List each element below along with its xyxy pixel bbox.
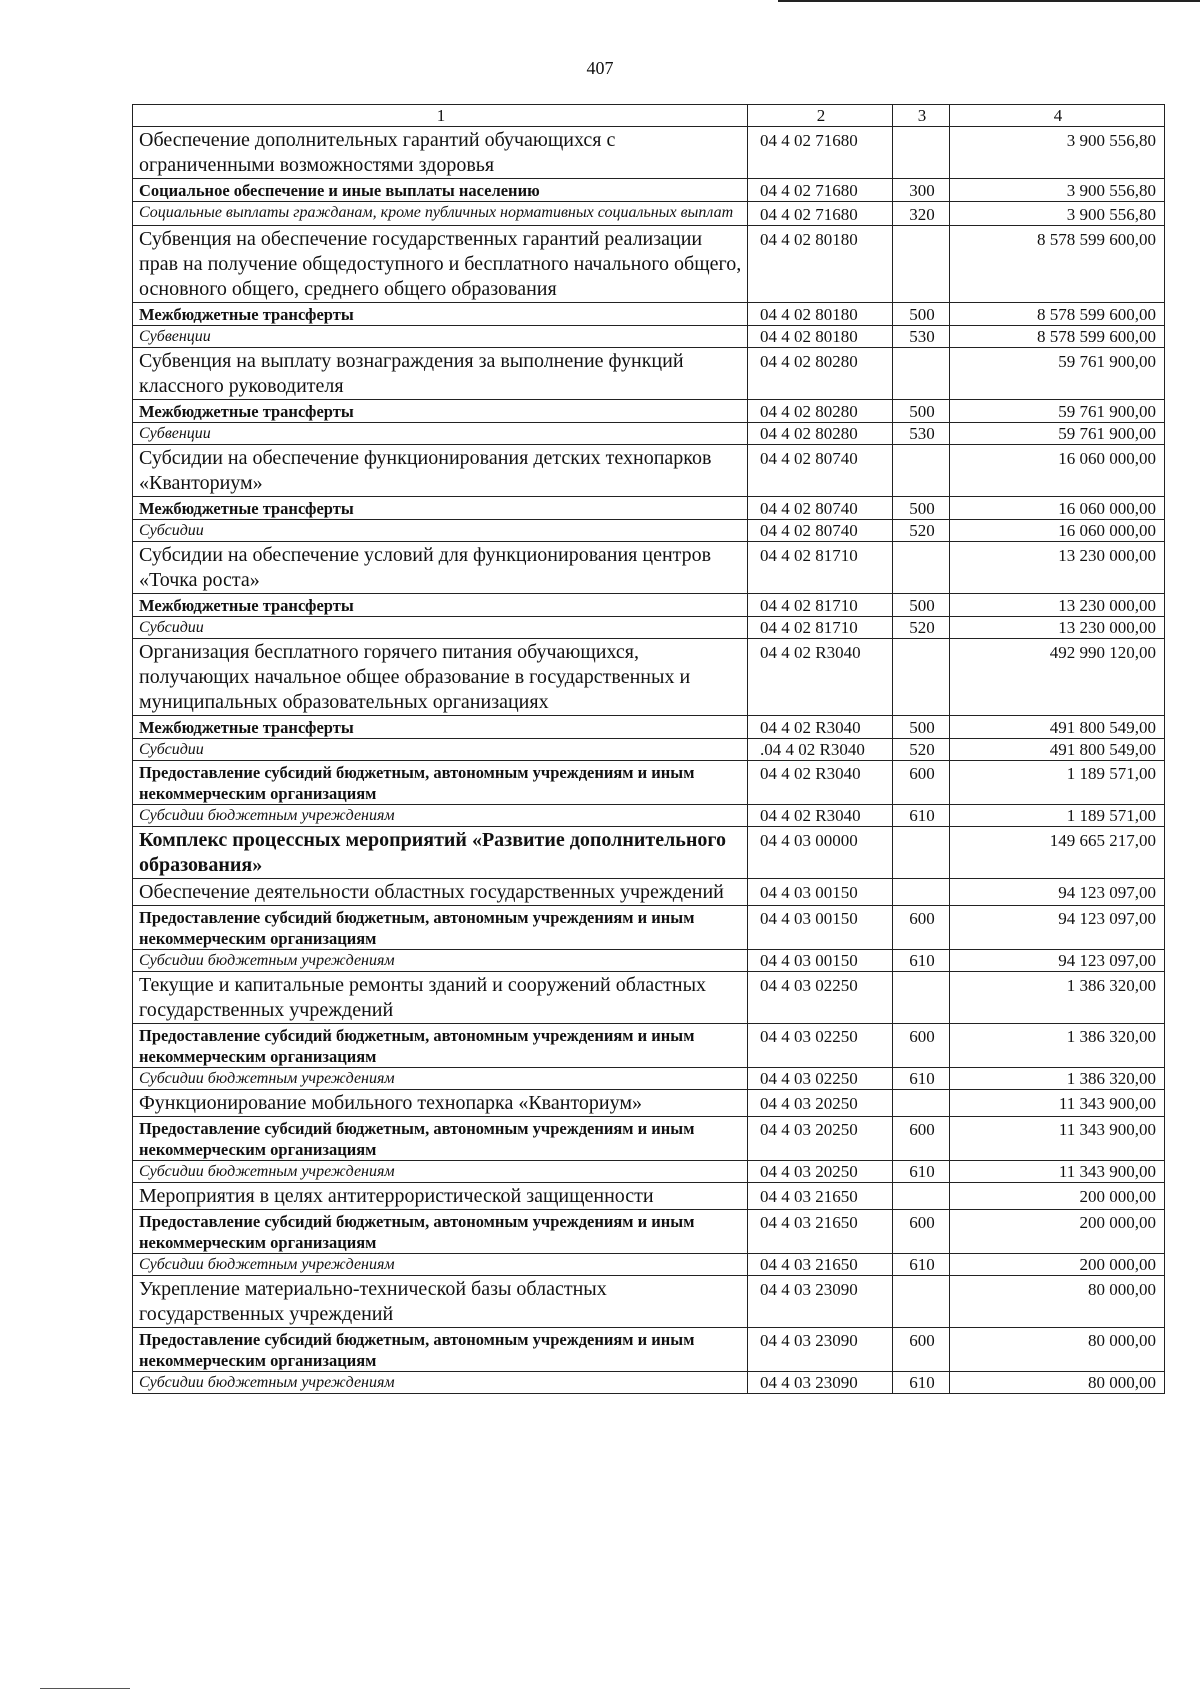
table-row <box>133 303 1165 326</box>
row-sum: 94 123 097,00 <box>950 906 1165 950</box>
row-name: Текущие и капитальные ремонты зданий и сооружений областных государственных учреждений <box>133 972 748 1024</box>
row-sum: 13 230 000,00 <box>950 594 1165 617</box>
row-code: 04 4 02 R3040 <box>748 716 893 739</box>
row-kvr <box>893 1276 950 1328</box>
row-sum: 200 000,00 <box>950 1210 1165 1254</box>
row-sum: 80 000,00 <box>950 1276 1165 1328</box>
row-code: 04 4 02 80280 <box>748 423 893 445</box>
row-sum: 491 800 549,00 <box>950 739 1165 761</box>
row-code: 04 4 03 02250 <box>748 1068 893 1090</box>
row-sum: 80 000,00 <box>950 1328 1165 1372</box>
row-kvr: 500 <box>893 400 950 423</box>
row-code: 04 4 03 21650 <box>748 1183 893 1210</box>
row-sum: 1 386 320,00 <box>950 1024 1165 1068</box>
row-name: Субсидии бюджетным учреждениям <box>133 1161 748 1183</box>
row-kvr: 530 <box>893 326 950 348</box>
row-name: Субсидии на обеспечение условий для функционирования центров «Точка роста» <box>133 542 748 594</box>
row-kvr: 520 <box>893 520 950 542</box>
row-code: 04 4 02 R3040 <box>748 805 893 827</box>
row-name: Субсидии бюджетным учреждениям <box>133 1254 748 1276</box>
row-sum: 13 230 000,00 <box>950 542 1165 594</box>
row-sum: 59 761 900,00 <box>950 400 1165 423</box>
row-code: 04 4 02 80280 <box>748 348 893 400</box>
row-name: Субсидии <box>133 739 748 761</box>
row-code: 04 4 03 23090 <box>748 1328 893 1372</box>
row-code: 04 4 02 80280 <box>748 400 893 423</box>
row-kvr: 600 <box>893 906 950 950</box>
table-row <box>133 202 1165 226</box>
row-name: Функционирование мобильного технопарка «Кванториум» <box>133 1090 748 1117</box>
table-row <box>133 805 1165 827</box>
row-name: Субвенции <box>133 423 748 445</box>
row-name: Предоставление субсидий бюджетным, автономным учреждениям и иным некоммерческим организациям <box>133 1210 748 1254</box>
row-sum: 80 000,00 <box>950 1372 1165 1394</box>
row-kvr: 610 <box>893 950 950 972</box>
row-kvr <box>893 879 950 906</box>
row-kvr: 610 <box>893 1372 950 1394</box>
row-name: Субсидии на обеспечение функционирования детских технопарков «Кванториум» <box>133 445 748 497</box>
row-sum: 16 060 000,00 <box>950 520 1165 542</box>
row-kvr <box>893 972 950 1024</box>
row-name: Субвенция на выплату вознаграждения за выполнение функций классного руководителя <box>133 348 748 400</box>
table-row <box>133 226 1165 303</box>
row-kvr: 600 <box>893 1024 950 1068</box>
row-name: Субвенция на обеспечение государственных гарантий реализации прав на получение общедоступного и бесплатного начального общего, основного общего, среднего общего образования <box>133 226 748 303</box>
row-sum: 59 761 900,00 <box>950 423 1165 445</box>
table-row <box>133 879 1165 906</box>
table-row <box>133 1328 1165 1372</box>
table-row <box>133 542 1165 594</box>
row-sum: 59 761 900,00 <box>950 348 1165 400</box>
row-sum: 11 343 900,00 <box>950 1090 1165 1117</box>
table-row <box>133 1210 1165 1254</box>
row-kvr: 300 <box>893 179 950 202</box>
row-code: 04 4 02 71680 <box>748 202 893 226</box>
header-col-1: 1 <box>133 105 748 127</box>
row-code: 04 4 03 21650 <box>748 1254 893 1276</box>
table-row <box>133 950 1165 972</box>
row-sum: 149 665 217,00 <box>950 827 1165 879</box>
table-row <box>133 1276 1165 1328</box>
table-row <box>133 348 1165 400</box>
row-code: 04 4 03 00150 <box>748 879 893 906</box>
budget-table <box>132 104 1165 1394</box>
row-name: Предоставление субсидий бюджетным, автономным учреждениям и иным некоммерческим организациям <box>133 1328 748 1372</box>
row-kvr: 600 <box>893 761 950 805</box>
table-row <box>133 326 1165 348</box>
row-sum: 492 990 120,00 <box>950 639 1165 716</box>
row-code: 04 4 02 81710 <box>748 617 893 639</box>
row-sum: 1 386 320,00 <box>950 1068 1165 1090</box>
row-code: 04 4 02 71680 <box>748 179 893 202</box>
row-code: 04 4 02 80180 <box>748 326 893 348</box>
row-code: 04 4 03 02250 <box>748 972 893 1024</box>
row-sum: 200 000,00 <box>950 1183 1165 1210</box>
row-name: Обеспечение деятельности областных государственных учреждений <box>133 879 748 906</box>
row-name: Субсидии бюджетным учреждениям <box>133 1068 748 1090</box>
bottom-rule <box>40 1688 130 1689</box>
row-kvr <box>893 1090 950 1117</box>
row-code: 04 4 02 80740 <box>748 445 893 497</box>
row-name: Межбюджетные трансферты <box>133 594 748 617</box>
row-code: 04 4 02 R3040 <box>748 639 893 716</box>
table-row <box>133 1090 1165 1117</box>
table-row <box>133 761 1165 805</box>
row-sum: 1 189 571,00 <box>950 805 1165 827</box>
row-kvr: 520 <box>893 739 950 761</box>
table-body <box>133 127 1165 1394</box>
row-kvr: 600 <box>893 1328 950 1372</box>
row-kvr: 600 <box>893 1117 950 1161</box>
row-code: 04 4 03 00000 <box>748 827 893 879</box>
header-col-2: 2 <box>748 105 893 127</box>
row-code: 04 4 03 20250 <box>748 1117 893 1161</box>
row-code: 04 4 02 81710 <box>748 542 893 594</box>
table-row <box>133 594 1165 617</box>
row-kvr: 500 <box>893 594 950 617</box>
row-code: 04 4 03 20250 <box>748 1090 893 1117</box>
table-row <box>133 739 1165 761</box>
table-row <box>133 423 1165 445</box>
row-kvr: 320 <box>893 202 950 226</box>
row-sum: 11 343 900,00 <box>950 1161 1165 1183</box>
table-row <box>133 617 1165 639</box>
table-row <box>133 520 1165 542</box>
row-kvr: 500 <box>893 303 950 326</box>
table-row <box>133 972 1165 1024</box>
row-sum: 1 386 320,00 <box>950 972 1165 1024</box>
row-sum: 94 123 097,00 <box>950 879 1165 906</box>
row-sum: 13 230 000,00 <box>950 617 1165 639</box>
table-row <box>133 497 1165 520</box>
row-name: Межбюджетные трансферты <box>133 400 748 423</box>
row-code: 04 4 03 20250 <box>748 1161 893 1183</box>
table-row <box>133 639 1165 716</box>
row-kvr <box>893 348 950 400</box>
row-name: Предоставление субсидий бюджетным, автономным учреждениям и иным некоммерческим организациям <box>133 761 748 805</box>
page-number: 407 <box>586 58 614 78</box>
row-code: 04 4 03 23090 <box>748 1276 893 1328</box>
table-row <box>133 827 1165 879</box>
row-code: 04 4 02 80180 <box>748 303 893 326</box>
row-sum: 16 060 000,00 <box>950 445 1165 497</box>
row-kvr: 610 <box>893 1161 950 1183</box>
row-code: 04 4 03 00150 <box>748 906 893 950</box>
table-row <box>133 906 1165 950</box>
table-row <box>133 127 1165 179</box>
row-name: Социальное обеспечение и иные выплаты населению <box>133 179 748 202</box>
row-kvr: 530 <box>893 423 950 445</box>
row-sum: 1 189 571,00 <box>950 761 1165 805</box>
row-sum: 200 000,00 <box>950 1254 1165 1276</box>
row-name: Субсидии <box>133 617 748 639</box>
row-code: 04 4 03 23090 <box>748 1372 893 1394</box>
row-name: Предоставление субсидий бюджетным, автономным учреждениям и иным некоммерческим организациям <box>133 1024 748 1068</box>
row-name: Межбюджетные трансферты <box>133 303 748 326</box>
row-kvr: 610 <box>893 805 950 827</box>
row-code: 04 4 03 21650 <box>748 1210 893 1254</box>
row-code: 04 4 03 02250 <box>748 1024 893 1068</box>
row-name: Предоставление субсидий бюджетным, автономным учреждениям и иным некоммерческим организациям <box>133 906 748 950</box>
table-row <box>133 400 1165 423</box>
row-sum: 16 060 000,00 <box>950 497 1165 520</box>
row-kvr: 500 <box>893 716 950 739</box>
table-row <box>133 445 1165 497</box>
row-sum: 491 800 549,00 <box>950 716 1165 739</box>
header-col-4: 4 <box>950 105 1165 127</box>
row-kvr <box>893 542 950 594</box>
row-code: 04 4 02 80740 <box>748 497 893 520</box>
row-code: 04 4 02 R3040 <box>748 761 893 805</box>
row-name: Организация бесплатного горячего питания обучающихся, получающих начальное общее образование в государственных и муниципальных образовательных организациях <box>133 639 748 716</box>
table-header-row <box>133 105 1165 127</box>
row-kvr: 600 <box>893 1210 950 1254</box>
row-code: 04 4 02 81710 <box>748 594 893 617</box>
row-kvr: 520 <box>893 617 950 639</box>
row-name: Социальные выплаты гражданам, кроме публичных нормативных социальных выплат <box>133 202 748 226</box>
row-kvr: 500 <box>893 497 950 520</box>
row-name: Субсидии бюджетным учреждениям <box>133 1372 748 1394</box>
row-code: .04 4 02 R3040 <box>748 739 893 761</box>
row-name: Межбюджетные трансферты <box>133 497 748 520</box>
row-code: 04 4 03 00150 <box>748 950 893 972</box>
row-kvr <box>893 1183 950 1210</box>
table-row <box>133 1024 1165 1068</box>
row-sum: 11 343 900,00 <box>950 1117 1165 1161</box>
row-name: Субсидии бюджетным учреждениям <box>133 805 748 827</box>
row-name: Мероприятия в целях антитеррористической защищенности <box>133 1183 748 1210</box>
row-name: Обеспечение дополнительных гарантий обучающихся с ограниченными возможностями здоровья <box>133 127 748 179</box>
row-sum: 3 900 556,80 <box>950 179 1165 202</box>
row-code: 04 4 02 80180 <box>748 226 893 303</box>
row-kvr <box>893 445 950 497</box>
row-kvr: 610 <box>893 1254 950 1276</box>
header-col-3: 3 <box>893 105 950 127</box>
table-row <box>133 716 1165 739</box>
row-kvr: 610 <box>893 1068 950 1090</box>
table-row <box>133 1117 1165 1161</box>
row-code: 04 4 02 80740 <box>748 520 893 542</box>
row-sum: 94 123 097,00 <box>950 950 1165 972</box>
row-name: Субсидии бюджетным учреждениям <box>133 950 748 972</box>
table-row <box>133 1161 1165 1183</box>
table-row <box>133 1183 1165 1210</box>
row-name: Субвенции <box>133 326 748 348</box>
row-name: Межбюджетные трансферты <box>133 716 748 739</box>
row-code: 04 4 02 71680 <box>748 127 893 179</box>
table-row <box>133 1372 1165 1394</box>
table-row <box>133 1068 1165 1090</box>
row-kvr <box>893 827 950 879</box>
row-kvr <box>893 639 950 716</box>
row-sum: 3 900 556,80 <box>950 202 1165 226</box>
row-sum: 8 578 599 600,00 <box>950 326 1165 348</box>
table-row <box>133 179 1165 202</box>
top-rule <box>778 0 1200 2</box>
table-row <box>133 1254 1165 1276</box>
row-kvr <box>893 127 950 179</box>
row-name: Предоставление субсидий бюджетным, автономным учреждениям и иным некоммерческим организациям <box>133 1117 748 1161</box>
row-sum: 8 578 599 600,00 <box>950 226 1165 303</box>
row-name: Субсидии <box>133 520 748 542</box>
row-name: Укрепление материально-технической базы областных государственных учреждений <box>133 1276 748 1328</box>
row-sum: 8 578 599 600,00 <box>950 303 1165 326</box>
row-sum: 3 900 556,80 <box>950 127 1165 179</box>
row-name: Комплекс процессных мероприятий «Развитие дополнительного образования» <box>133 827 748 879</box>
row-kvr <box>893 226 950 303</box>
